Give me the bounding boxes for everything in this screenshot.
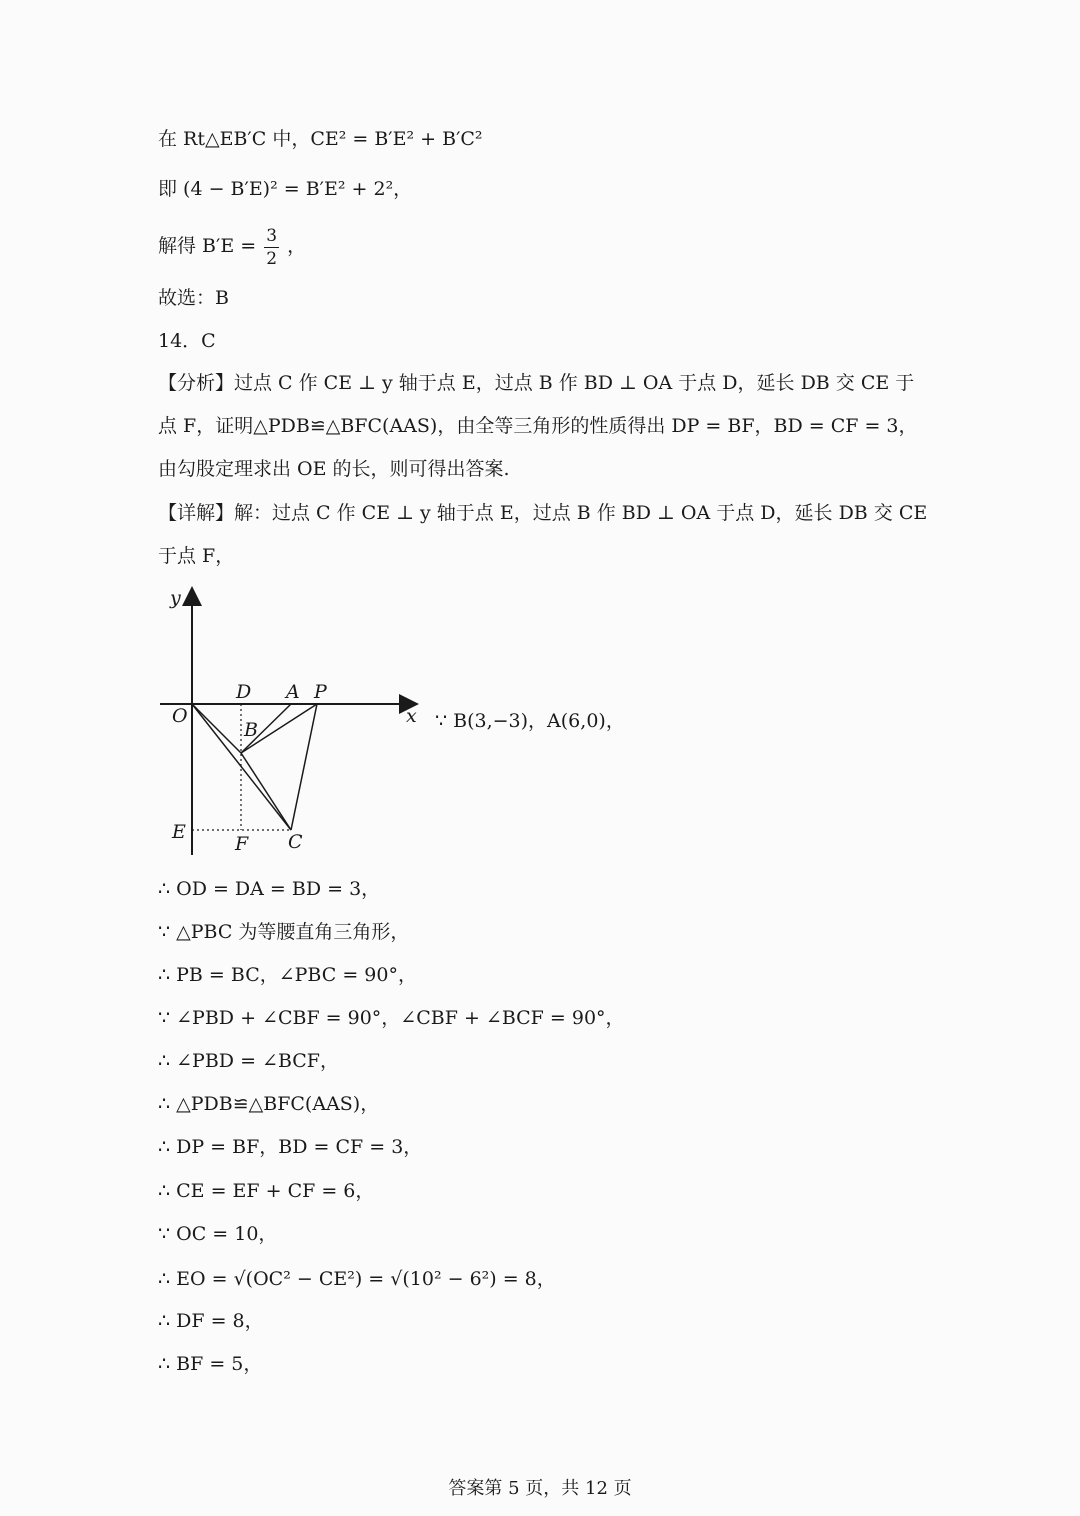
- page-footer: 答案第 5 页，共 12 页: [448, 1478, 632, 1499]
- step-11: ∴ DF = 8，: [158, 1310, 264, 1332]
- analysis-paragraph: 【分析】过点 C 作 CE ⊥ y 轴于点 E，过点 B 作 BD ⊥ OA 于点 D，延长 DB 交 CE 于点 F，证明△PDB≌△BFC(AAS)，由全等三角形的性质得出 DP = BF，BD = CF = 3，由勾股定理求出 OE 的长，则可得出答案.: [158, 372, 918, 480]
- step-7: ∴ DP = BF，BD = CF = 3，: [158, 1136, 423, 1158]
- label-f: F: [235, 833, 249, 855]
- label-x: x: [406, 705, 417, 727]
- label-y: y: [170, 587, 181, 609]
- label-c: C: [288, 831, 303, 853]
- detail-paragraph: 【详解】解：过点 C 作 CE ⊥ y 轴于点 E，过点 B 作 BD ⊥ OA 于点 D，延长 DB 交 CE 于点 F，: [158, 502, 928, 567]
- line-substitute: 即 (4 − B′E)² = B′E² + 2²，: [158, 178, 413, 200]
- fraction: [264, 225, 279, 270]
- segment-bc: [241, 753, 291, 830]
- label-d: D: [236, 681, 252, 703]
- label-e: E: [172, 821, 186, 843]
- step-3: ∴ PB = BC，∠PBC = 90°，: [158, 964, 417, 986]
- segment-oc: [192, 704, 291, 830]
- step-4: ∵ ∠PBD + ∠CBF = 90°，∠CBF + ∠BCF = 90°，: [158, 1007, 625, 1029]
- step-8: ∴ CE = EF + CF = 6，: [158, 1180, 375, 1202]
- label-a: A: [286, 681, 300, 703]
- label-o: O: [172, 705, 188, 727]
- step-12: ∴ BF = 5，: [158, 1353, 263, 1375]
- line-solve: [158, 222, 306, 270]
- step-9: ∵ OC = 10，: [158, 1223, 278, 1245]
- segment-pc: [291, 704, 317, 830]
- segment-ob: [192, 704, 241, 753]
- given-coordinates: ∵ B(3,−3)，A(6,0)，: [435, 710, 625, 732]
- fraction-denominator: 2: [266, 248, 278, 269]
- step-2: ∵ △PBC 为等腰直角三角形，: [158, 921, 410, 943]
- choice-answer: 故选：B: [158, 287, 229, 309]
- label-p: P: [314, 681, 327, 703]
- solve-prefix: 解得 B′E =: [158, 235, 257, 257]
- step-1: ∴ OD = DA = BD = 3，: [158, 878, 381, 900]
- step-10: ∴ EO = √(OC² − CE²) = √(10² − 6²) = 8，: [158, 1268, 556, 1290]
- solve-suffix: ，: [287, 235, 307, 257]
- fraction-numerator: 3: [266, 225, 278, 246]
- geometry-diagram: [150, 580, 440, 870]
- step-6: ∴ △PDB≌△BFC(AAS)，: [158, 1093, 380, 1115]
- label-b: B: [244, 719, 258, 741]
- question-label: 14．C: [158, 330, 216, 352]
- line-pythagoras: 在 Rt△EB′C 中，CE² = B′E² + B′C²: [158, 128, 483, 150]
- step-5: ∴ ∠PBD = ∠BCF，: [158, 1050, 339, 1072]
